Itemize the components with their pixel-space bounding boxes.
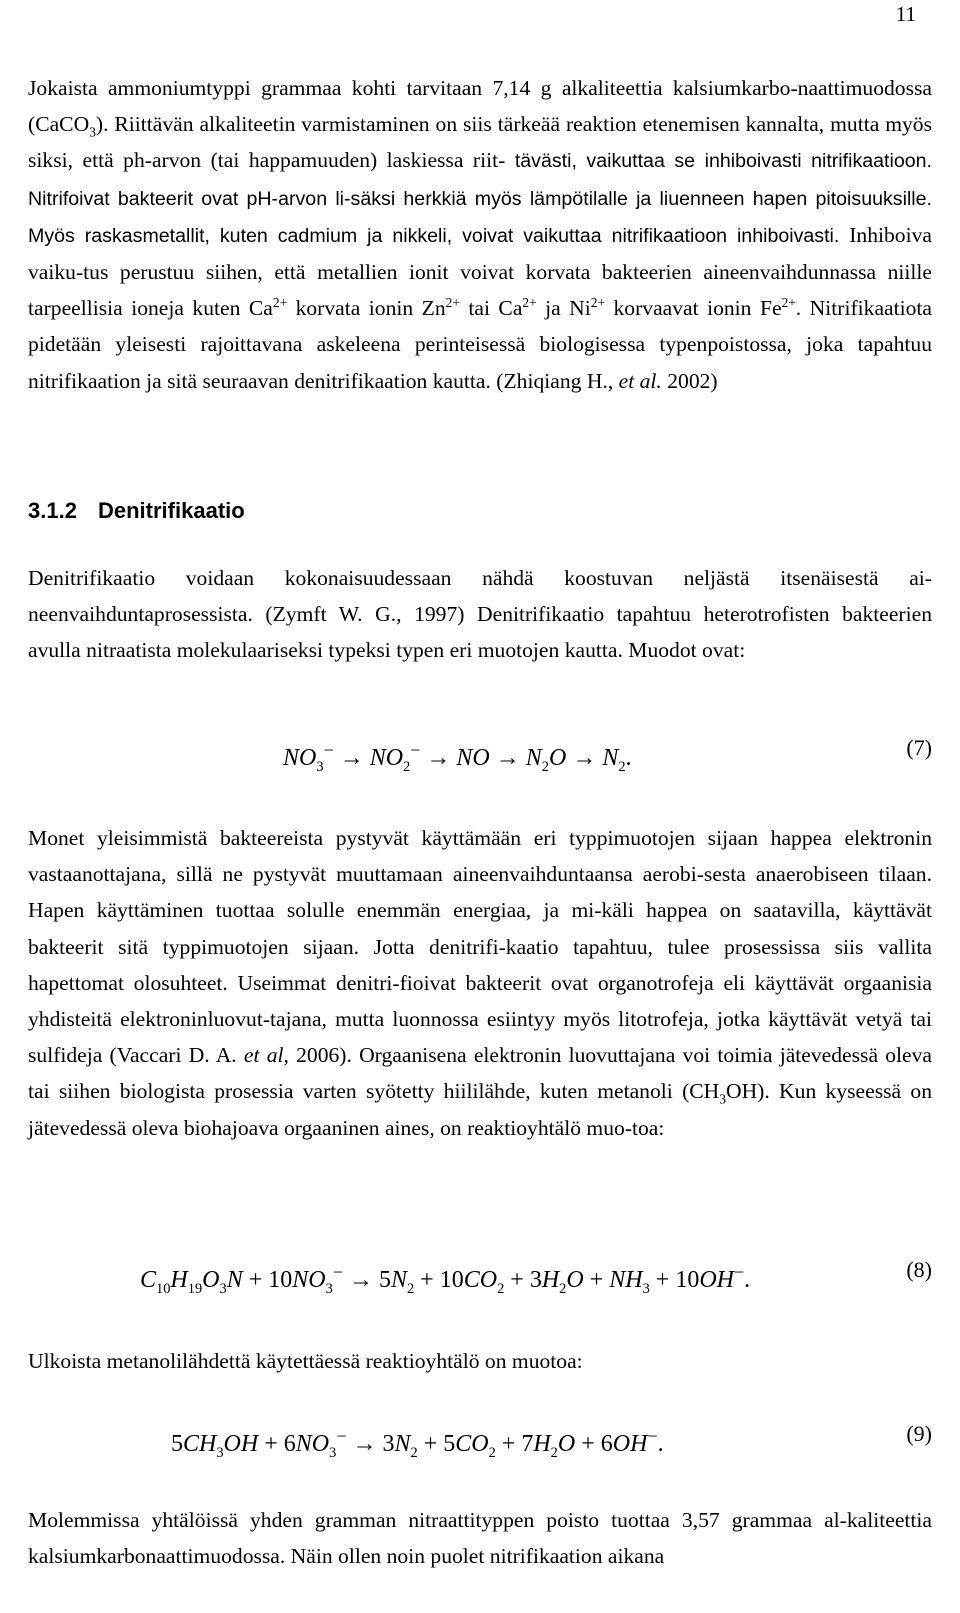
equation-8 — [0, 1257, 960, 1300]
equation-9-number: (9) — [906, 1421, 932, 1446]
section-heading — [28, 496, 245, 526]
paragraph-electron-acceptors: Monet yleisimmistä bakteereista pystyvät käyttämään eri typpimuotojen sijaan happea elektronin vastaanottajana, sillä ne pystyvät muuttamaan aineenvaihduntaansa aerobi-sesta anaerobiseen tilaan. Hapen käyttäminen tuottaa solulle enemmän energiaa, ja mi-käli happea on saatavilla, käyttävät bakteerit sitä typpimuotojen sijaan. Jotta denitrifi-kaatio tapahtuu, tulee prosessissa siis vallita hapettomat olosuhteet. Useimmat denitri-fioivat bakteerit ovat organotrofeja eli käyttävät orgaanisia yhdisteitä elektroninluovut-tajana, mutta luonnossa esiintyy myös litotrofeja, jotka käyttävät vetyä tai sulfideja (Vaccari D. A. et al, 2006). Orgaanisena elektronin luovuttajana voi toimia jätevedessä oleva tai siihen biologista prosessia varten syötetty hiililähde, kuten metanoli $(CH_3OH)$. Kun kyseessä on jätevedessä oleva biohajoava orgaaninen aines, on reaktioyhtälö muo-toa: — [28, 826, 933, 1140]
equation-8-number: (8) — [906, 1257, 932, 1282]
paragraph-alkalinity-yield: Molemmissa yhtälöissä yhden gramman nitraattityppen poisto tuottaa 3,57 grammaa al-kaliteettia kalsiumkarbonaattimuodossa. Näin ollen noin puolet nitrifikaation aikana — [28, 1508, 932, 1569]
section-number: 3.1.2 — [28, 498, 77, 523]
equation-8-expression: $C_{10}H_{19}O_3N + 10NO_3^- \to 5N_2 + 10CO_2 + 3H_2O + NH_3 + 10OH^-$. — [140, 1262, 751, 1297]
equation-9-expression: $5CH_3OH + 6NO_3^- \to 3N_2 + 5CO_2 + 7H_2O + 6OH^-$. — [171, 1426, 664, 1461]
paragraph-methanol: Ulkoista metanolilähdettä käytettäessä reaktioyhtälö on muotoa: — [28, 1349, 583, 1373]
paragraph-alkalinity: Jokaista ammoniumtyppi grammaa kohti tarvitaan 7,14 g alkaliteettia kalsiumkarbo-naattimuodossa (CaCO$_3$). Riittävän alkaliteetin varmistaminen on siis tärkeää reaktion etenemisen kannalta, mutta myös siksi, että ph-arvon (tai happamuuden) laskiessa riit- tävästi, vaikuttaa se inhiboivasti nitrifikaatioon. Nitrifoivat bakteerit ovat pH-arvon li-säksi herkkiä myös lämpötilalle ja liuenneen hapen pitoisuuksille. Myös raskasmetallit, kuten cadmium ja nikkeli, voivat vaikuttaa nitrifikaatioon inhiboivasti. Inhiboiva vaiku-tus perustuu siihen, että metallien ionit voivat korvata bakteerien aineenvaihdunnassa niille tarpeellisia ioneja kuten $Ca^{2+}$ korvata ionin $Zn^{2+}$ tai $Ca^{2+}$ ja $Ni^{2+}$ korvaavat ionin $Fe^{2+}$. Nitrifikaatiota pidetään yleisesti rajoittavana askeleena perinteisessä biologisessa typenpoistossa, joka tapahtuu nitrifikaation ja sitä seuraavan denitrifikaation kautta. (Zhiqiang H., et al. 2002) — [28, 76, 932, 393]
paragraph-denitrification-intro: Denitrifikaatio voidaan kokonaisuudessaan nähdä koostuvan neljästä itsenäisestä ai-neenvaihduntaprosessista. (Zymft W. G., 1997) Denitrifikaatio tapahtuu heterotrofisten bakteerien avulla nitraatista molekulaariseksi typeksi typen eri muotojen kautta. Muodot ovat: — [28, 566, 932, 663]
equation-9 — [0, 1421, 960, 1464]
sans-serif-passage: tävästi, vaikuttaa se inhiboivasti nitrifikaatioon. Nitrifoivat bakteerit ovat pH-arvon li-säksi herkkiä myös lämpötilalle ja liuenneen hapen pitoisuuksille. Myös raskasmetallit, kuten cadmium ja nikkeli, voivat vaikuttaa nitrifikaatioon inhiboivasti. — [28, 150, 932, 247]
equation-7-expression: $NO_3^- \to NO_2^-$ → NO → $N_2O \to N_2$. — [283, 740, 632, 775]
equation-7 — [0, 735, 960, 778]
equation-7-number: (7) — [906, 735, 932, 760]
section-title: Denitrifikaatio — [98, 498, 245, 523]
page-number: 11 — [895, 2, 916, 26]
